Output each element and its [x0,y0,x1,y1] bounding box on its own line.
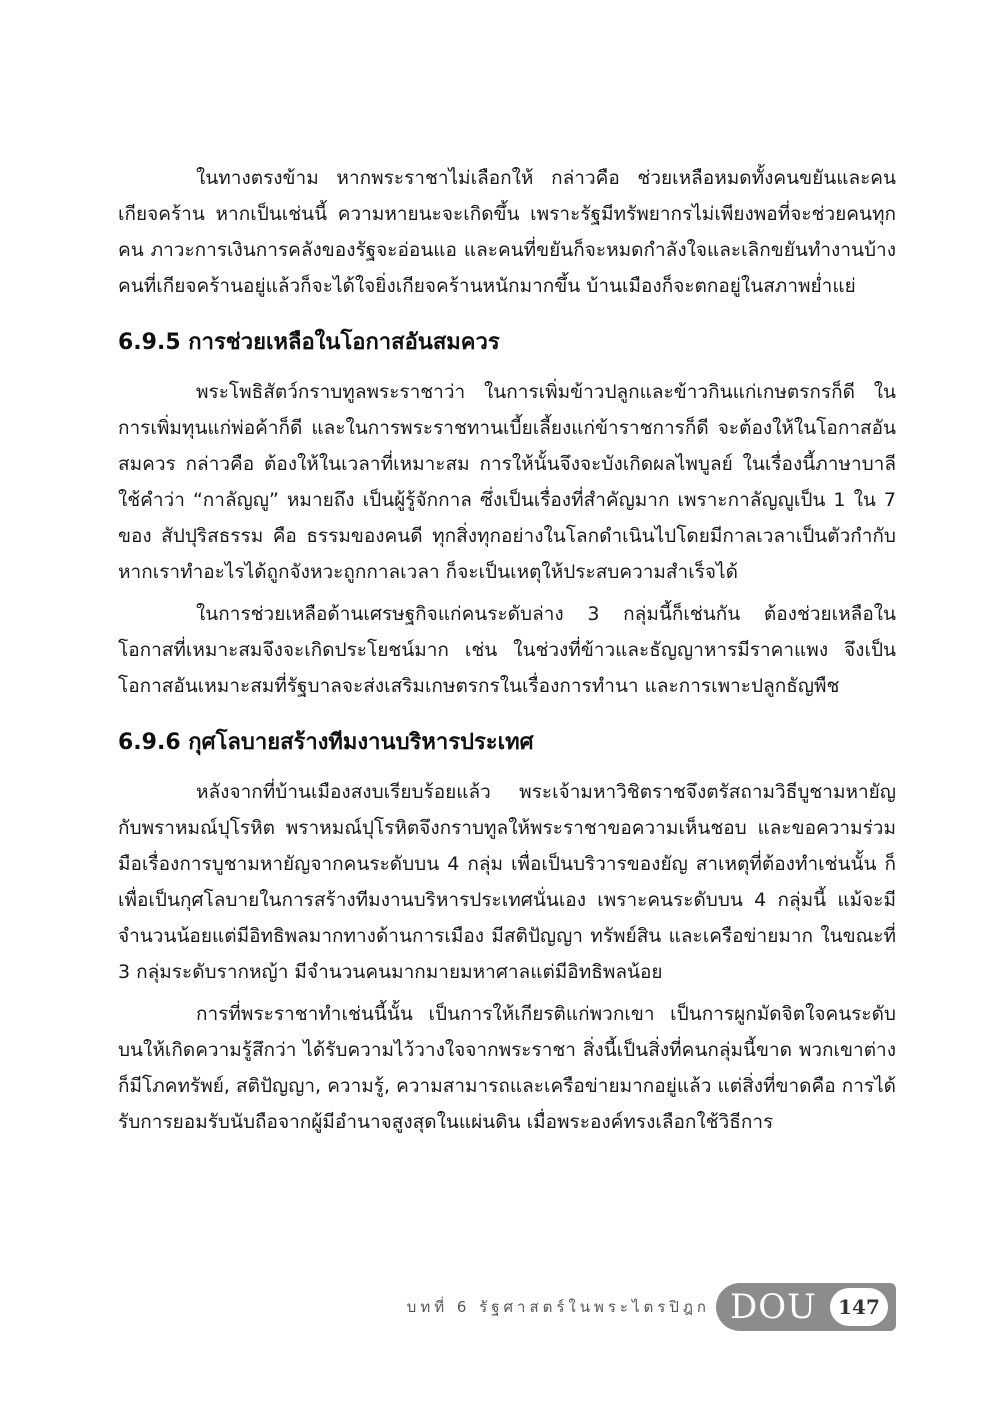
paragraph-great-sacrifice: หลังจากที่บ้านเมืองสงบเรียบร้อยแล้ว พระเจ้ามหาวิชิตราชจึงตรัสถามวิธีบูชามหายัญกับพราหมณ์ปุโรหิต พราหมณ์ปุโรหิตจึงกราบทูลให้พระราชาขอความเห็นชอบ และขอความร่วมมือเรื่องการบูชามหายัญจากคนระดับบน 4 กลุ่ม เพื่อเป็นบริวารของยัญ สาเหตุที่ต้องทำเช่นนั้น ก็เพื่อเป็นกุศโลบายในการสร้างทีมงานบริหารประเทศนั่นเอง เพราะคนระดับบน 4 กลุ่มนี้ แม้จะมีจำนวนน้อยแต่มีอิทธิพลมากทางด้านการเมือง มีสติปัญญา ทรัพย์สิน และเครือข่ายมาก ในขณะที่ 3 กลุ่มระดับรากหญ้า มีจำนวนคนมากมายมหาศาลแต่มีอิทธิพลน้อย [118,781,896,983]
section-heading-6-9-6: 6.9.6 กุศโลบายสร้างทีมงานบริหารประเทศ [118,730,534,755]
paragraph-opposite-case: ในทางตรงข้าม หากพระราชาไม่เลือกให้ กล่าวคือ ช่วยเหลือหมดทั้งคนขยันและคนเกียจคร้าน หากเป็นเช่นนี้ ความหายนะจะเกิดขึ้น เพราะรัฐมีทรัพยากรไม่เพียงพอที่จะช่วยคนทุกคน ภาวะการเงินการคลังของรัฐจะอ่อนแอ และคนที่ขยันก็จะหมดกำลังใจและเลิกขยันทำงานบ้าง คนที่เกียจคร้านอยู่แล้วก็จะได้ใจยิ่งเกียจคร้านหนักมากขึ้น บ้านเมืองก็จะตกอยู่ในสภาพย่ำแย่ [118,167,896,297]
page-content [118,160,896,1140]
section-heading-6-9-5: 6.9.5 การช่วยเหลือในโอกาสอันสมควร [118,330,500,355]
chapter-title: บทที่ 6 รัฐศาสตร์ในพระไตรปิฎก [406,1298,710,1316]
paragraph-bodhisattva-advice: พระโพธิสัตว์กราบทูลพระราชาว่า ในการเพิ่มข้าวปลูกและข้าวกินแก่เกษตรกรก็ดี ในการเพิ่มทุนแก่พ่อค้าก็ดี และในการพระราชทานเบี้ยเลี้ยงแก่ข้าราชการก็ดี จะต้องให้ในโอกาสอันสมควร กล่าวคือ ต้องให้ในเวลาที่เหมาะสม การให้นั้นจึงจะบังเกิดผลไพบูลย์ ในเรื่องนี้ภาษาบาลีใช้คำว่า “กาลัญญู” หมายถึง เป็นผู้รู้จักกาล ซึ่งเป็นเรื่องที่สำคัญมาก เพราะกาลัญญูเป็น 1 ใน 7 ของ สัปปุริสธรรม คือ ธรรมของคนดี ทุกสิ่งทุกอย่างในโลกดำเนินไปโดยมีกาลเวลาเป็นตัวกำกับ หากเราทำอะไรได้ถูกจังหวะถูกกาลเวลา ก็จะเป็นเหตุให้ประสบความสำเร็จได้ [118,381,896,583]
dou-badge [716,1283,896,1331]
paragraph-economic-help: ในการช่วยเหลือด้านเศรษฐกิจแก่คนระดับล่าง 3 กลุ่มนี้ก็เช่นกัน ต้องช่วยเหลือในโอกาสที่เหมาะสมจึงจะเกิดประโยชน์มาก เช่น ในช่วงที่ข้าวและธัญญาหารมีราคาแพง จึงเป็นโอกาสอันเหมาะสมที่รัฐบาลจะส่งเสริมเกษตรกรในเรื่องการทำนา และการเพาะปลูกธัญพืช [118,603,896,697]
paragraph-honoring-elite: การที่พระราชาทำเช่นนี้นั้น เป็นการให้เกียรติแก่พวกเขา เป็นการผูกมัดจิตใจคนระดับบนให้เกิดความรู้สึกว่า ได้รับความไว้วางใจจากพระราชา สิ่งนี้เป็นสิ่งที่คนกลุ่มนี้ขาด พวกเขาต่างก็มีโภคทรัพย์, สติปัญญา, ความรู้, ความสามารถและเครือข่ายมากอยู่แล้ว แต่สิ่งที่ขาดคือ การได้รับการยอมรับนับถือจากผู้มีอำนาจสูงสุดในแผ่นดิน เมื่อพระองค์ทรงเลือกใช้วิธีการ [118,1003,896,1133]
page-footer [0,1283,1000,1333]
page-number: 147 [830,1288,888,1326]
dou-logo: DOU [730,1287,817,1327]
